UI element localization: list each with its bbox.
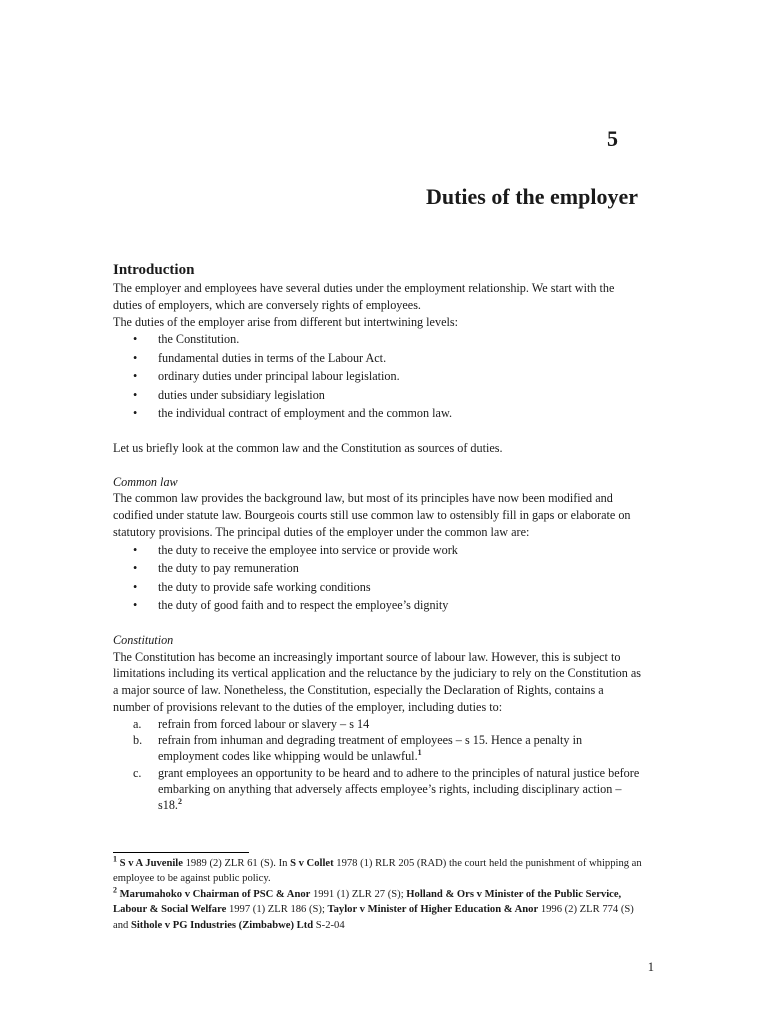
bullet-icon: • xyxy=(133,332,138,347)
list-item-text: the duty to pay remuneration xyxy=(158,561,299,576)
case-name: Marumahoko v Chairman of PSC & Anor xyxy=(119,888,311,900)
case-name: Taylor v Minister of Higher Education & Anor xyxy=(327,904,539,916)
list-item-text: the duty to receive the employee into service or provide work xyxy=(158,542,458,557)
constitution-duties-list xyxy=(113,716,643,814)
list-item-text: refrain from forced labour or slavery – s 14 xyxy=(158,716,370,731)
footnote-ref-1[interactable]: 1 xyxy=(417,748,422,758)
list-item xyxy=(113,578,643,597)
constitution-paragraph: The Constitution has become an increasingly important source of labour law. However, this is subject to limitations including its vertical application and the reluctance by the judiciary to rely on the Constitution as a major source of law. Nonetheless, the Constitution, especially the Declaration of Rights, contains a number of provisions relevant to the duties of the employer, including duties to: xyxy=(113,649,641,715)
bullet-icon: • xyxy=(133,369,138,384)
common-law-paragraph: The common law provides the background law, but most of its principles have now been modified and codified under statute law. Bourgeois courts still use common law to ostensibly fill in gaps or elaborate on statutory provisions. The principal duties of the employer under the common law are: xyxy=(113,491,631,540)
list-item-text: the duty of good faith and to respect the employee’s dignity xyxy=(158,598,449,613)
footnote-text: 1978 (1) RLR 205 (RAD) the court held the punishment of whipping an employee to be against public policy. xyxy=(113,858,642,885)
list-marker: a. xyxy=(133,716,142,731)
list-item xyxy=(113,559,643,578)
bullet-icon: • xyxy=(133,406,138,421)
chapter-title: Duties of the employer xyxy=(425,184,638,209)
list-item xyxy=(113,765,643,814)
list-item-text: the Constitution. xyxy=(158,332,240,347)
constitution-heading: Constitution xyxy=(113,632,174,647)
list-item-text: fundamental duties in terms of the Labour Act. xyxy=(158,350,387,365)
footnote-1 xyxy=(113,856,643,887)
bullet-icon: • xyxy=(133,387,138,402)
bullet-icon: • xyxy=(133,350,138,365)
bullet-icon: • xyxy=(133,561,138,576)
list-item xyxy=(113,732,643,765)
list-item xyxy=(113,541,643,560)
footnote-ref-2[interactable]: 2 xyxy=(177,797,182,807)
footnote-text: 1989 (2) ZLR 61 (S). In xyxy=(182,858,291,869)
list-item xyxy=(113,404,643,423)
footnote-number: 2 xyxy=(113,885,117,895)
bullet-icon: • xyxy=(133,542,138,557)
intro-paragraph-1: The employer and employees have several duties under the employment relationship. We start with the duties of employers, which are conversely rights of employees. xyxy=(113,281,615,312)
case-name: Sithole v PG Industries (Zimbabwe) Ltd xyxy=(130,919,314,931)
list-marker: c. xyxy=(133,765,142,780)
list-item xyxy=(113,367,643,386)
list-item xyxy=(113,330,643,349)
list-item xyxy=(113,716,643,732)
case-name: S v A Juvenile xyxy=(119,858,183,869)
list-item-text: refrain from inhuman and degrading treatment of employees – s 15. Hence a penalty in employment codes like whipping would be unlawful. xyxy=(158,733,583,764)
levels-list xyxy=(113,330,643,423)
footnote-2 xyxy=(113,887,643,933)
common-law-heading: Common law xyxy=(113,474,178,489)
footnote-separator xyxy=(113,852,249,853)
bullet-icon: • xyxy=(133,598,138,613)
list-item xyxy=(113,349,643,368)
list-marker: b. xyxy=(133,733,143,748)
intro-paragraph-2: The duties of the employer arise from different but intertwining levels: xyxy=(113,314,458,329)
chapter-number: 5 xyxy=(607,126,618,151)
list-item xyxy=(113,386,643,405)
case-name: Holland & Ors v Minister of the Public Service, Labour & Social Welfare xyxy=(113,888,622,916)
list-item-text: the individual contract of employment and the common law. xyxy=(158,406,452,421)
footnote-text: 1996 (2) ZLR 774 (S) and xyxy=(113,904,634,931)
footnote-text: 1997 (1) ZLR 186 (S); xyxy=(226,904,328,916)
footnote-number: 1 xyxy=(113,854,117,864)
case-name: S v Collet xyxy=(290,858,334,869)
footnote-text: S-2-04 xyxy=(313,919,345,931)
introduction-heading: Introduction xyxy=(113,262,195,278)
intro-paragraph-3: Let us briefly look at the common law and the Constitution as sources of duties. xyxy=(113,440,503,455)
list-item xyxy=(113,596,643,615)
list-item-text: ordinary duties under principal labour legislation. xyxy=(158,369,400,384)
footnote-text: 1991 (1) ZLR 27 (S); xyxy=(310,888,407,900)
body-content xyxy=(113,260,643,814)
common-law-duties-list xyxy=(113,541,643,615)
page-number: 1 xyxy=(647,960,654,974)
list-item-text: duties under subsidiary legislation xyxy=(158,387,325,402)
bullet-icon: • xyxy=(133,579,138,594)
list-item-text: grant employees an opportunity to be heard and to adhere to the principles of natural justice before embarking on anything that adversely affects employee’s rights, including disciplinary action – s18. xyxy=(158,765,640,813)
list-item-text: the duty to provide safe working conditions xyxy=(158,579,371,594)
footnotes xyxy=(113,856,643,933)
